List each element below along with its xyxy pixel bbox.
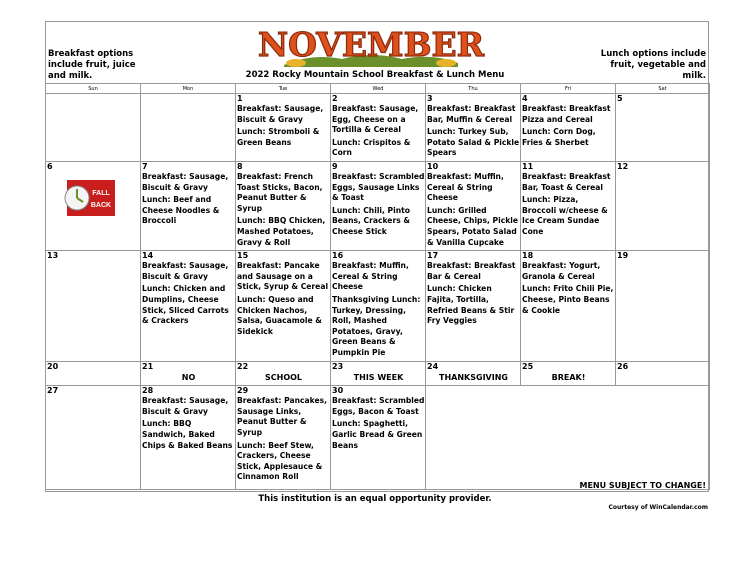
day-cell [141, 161, 236, 250]
day-cell [46, 251, 141, 362]
day-number: 8 [237, 161, 243, 171]
weekday-header-row [46, 84, 710, 94]
day-cell [141, 251, 236, 362]
november-logo [257, 23, 485, 67]
day-number: 26 [617, 362, 629, 372]
day-number: 14 [142, 251, 154, 261]
day-cell [46, 362, 141, 386]
weekday-tue: Tue [236, 84, 331, 94]
day-number: 16 [332, 251, 344, 261]
day-number: 6 [47, 161, 53, 171]
day-cell [426, 94, 521, 162]
day-cell [616, 362, 710, 386]
day-cell [426, 362, 521, 386]
day-cell [331, 386, 426, 490]
lunch-entry: Lunch: Grilled Cheese, Chips, Pickle Spears, Potato Salad & Vanilla Cupcake [427, 205, 519, 247]
day-number: 15 [237, 251, 249, 261]
day-cell [616, 161, 710, 250]
day-cell [331, 94, 426, 162]
lunch-entry: Lunch: Beef and Cheese Noodles & Broccoli [142, 195, 220, 226]
day-number: 11 [522, 161, 534, 171]
day-number: 21 [142, 362, 154, 372]
breakfast-entry: Breakfast: Sausage, Biscuit & Gravy [142, 396, 229, 416]
day-number: 17 [427, 251, 439, 261]
day-number: 5 [617, 94, 623, 103]
day-number: 3 [427, 94, 433, 103]
day-number: 23 [332, 362, 344, 372]
breakfast-entry: Breakfast: Pancake and Sausage on a Stick, Syrup & Cereal [237, 261, 329, 292]
breakfast-entry: Breakfast: Muffin, Cereal & String Cheese [332, 261, 409, 292]
breakfast-entry: Breakfast: Yogurt, Granola & Cereal [522, 261, 601, 281]
day-number: 10 [427, 161, 439, 171]
weekday-thu: Thu [426, 84, 521, 94]
day-number: 22 [237, 362, 249, 372]
day-number: 28 [142, 386, 154, 396]
break-note: NO [181, 373, 196, 383]
day-number: 19 [617, 251, 629, 261]
equal-opportunity-note: This institution is an equal opportunity provider. [258, 494, 492, 504]
day-cell [426, 161, 521, 250]
day-cell [141, 386, 236, 490]
breakfast-entry: Breakfast: Sausage, Biscuit & Gravy [237, 104, 324, 124]
breakfast-entry: Breakfast: French Toast Sticks, Bacon, Peanut Butter & Syrup [237, 171, 323, 213]
week-row [46, 362, 710, 386]
day-cell [521, 251, 616, 362]
day-cell [236, 362, 331, 386]
day-cell [46, 161, 141, 250]
day-cell [236, 161, 331, 250]
break-note: THIS WEEK [353, 373, 404, 383]
lunch-entry: Lunch: Pizza, Broccoli w/cheese & Ice Cream Sundae Cone [522, 195, 608, 236]
day-cell [236, 386, 331, 490]
day-cell [331, 251, 426, 362]
lunch-entry: Lunch: Chicken Fajita, Tortilla, Refried Beans & Stir Fry Veggies [427, 284, 515, 326]
weekday-sat: Sat [616, 84, 710, 94]
blank-cell-span [426, 386, 710, 490]
breakfast-entry: Breakfast: Breakfast Pizza and Cereal [522, 104, 611, 124]
lunch-options-note: Lunch options include fruit, vegetable and milk. [600, 49, 706, 81]
courtesy-credit: Courtesy of WinCalendar.com [608, 504, 708, 511]
week-row [46, 251, 710, 362]
day-number: 1 [237, 94, 243, 103]
breakfast-entry: Breakfast: Sausage, Biscuit & Gravy [142, 171, 229, 192]
break-note: BREAK! [551, 373, 586, 383]
weekday-fri: Fri [521, 84, 616, 94]
lunch-entry: Lunch: Turkey Sub, Potato Salad & Pickle Spears [427, 127, 520, 158]
lunch-entry: Lunch: Corn Dog, Fries & Sherbet [522, 127, 596, 147]
day-cell [236, 94, 331, 162]
breakfast-entry: Breakfast: Pancakes, Sausage Links, Peanut Butter & Syrup [237, 396, 328, 437]
day-number: 24 [427, 362, 439, 372]
breakfast-entry: Breakfast: Breakfast Bar, Toast & Cereal [522, 171, 611, 192]
day-cell [616, 251, 710, 362]
lunch-entry: Lunch: BBQ Chicken, Mashed Potatoes, Gravy & Roll [237, 216, 326, 247]
weekday-mon: Mon [141, 84, 236, 94]
breakfast-entry: Breakfast: Breakfast Bar & Cereal [427, 261, 516, 281]
breakfast-entry: Breakfast: Sausage, Egg, Cheese on a Tortilla & Cereal [332, 104, 419, 135]
day-number: 12 [617, 161, 629, 171]
day-number: 7 [142, 161, 148, 171]
page-subtitle: 2022 Rocky Mountain School Breakfast & Lunch Menu [245, 70, 505, 80]
break-note: THANKSGIVING [439, 373, 508, 383]
fall-back-word-2: BACK [90, 201, 112, 209]
day-cell [521, 362, 616, 386]
day-number: 29 [237, 386, 249, 396]
day-cell [331, 362, 426, 386]
fall-back-word-1: FALL [92, 189, 110, 197]
menu-change-note: MENU SUBJECT TO CHANGE! [579, 481, 706, 490]
lunch-entry: Lunch: Chicken and Dumplins, Cheese Stick, Sliced Carrots & Crackers [142, 284, 229, 326]
day-number: 13 [47, 251, 59, 261]
day-number: 4 [522, 94, 528, 103]
lunch-entry: Lunch: Frito Chili Pie, Cheese, Pinto Beans & Cookie [522, 284, 614, 315]
lunch-entry: Lunch: BBQ Sandwich, Baked Chips & Baked Beans [142, 419, 233, 450]
day-number: 18 [522, 251, 534, 261]
breakfast-entry: Breakfast: Breakfast Bar, Muffin & Cereal [427, 104, 516, 124]
weekday-wed: Wed [331, 84, 426, 94]
day-number: 30 [332, 386, 344, 396]
day-cell [46, 386, 141, 490]
break-note: SCHOOL [264, 373, 303, 383]
menu-calendar [45, 83, 710, 490]
day-cell [521, 161, 616, 250]
breakfast-entry: Breakfast: Muffin, Cereal & String Cheese [427, 171, 504, 203]
day-cell [331, 161, 426, 250]
weekday-sun: Sun [46, 84, 141, 94]
day-number: 2 [332, 94, 338, 103]
day-cell [141, 362, 236, 386]
day-number: 9 [332, 161, 338, 171]
lunch-entry: Lunch: Queso and Chicken Nachos, Salsa, Guacamole & Sidekick [237, 294, 322, 336]
week-row [46, 386, 710, 490]
lunch-entry: Lunch: Chili, Pinto Beans, Crackers & Cheese Stick [332, 205, 410, 236]
week-row [46, 161, 710, 250]
lunch-entry: Thanksgiving Lunch: Turkey, Dressing, Roll, Mashed Potatoes, Gravy, Green Beans & Pumpkin Pie [332, 294, 421, 357]
day-number: 25 [522, 362, 534, 372]
day-number: 27 [47, 386, 59, 396]
breakfast-entry: Breakfast: Scrambled Eggs, Sausage Links & Toast [332, 171, 425, 203]
day-cell [521, 94, 616, 162]
logo-text: NOVEMBER [257, 25, 485, 64]
week-row [46, 94, 710, 162]
breakfast-entry: Breakfast: Sausage, Biscuit & Gravy [142, 261, 229, 281]
breakfast-entry: Breakfast: Scrambled Eggs, Bacon & Toast [332, 396, 425, 416]
day-cell [236, 251, 331, 362]
day-cell [46, 94, 141, 162]
fall-back-clock-image [67, 180, 115, 216]
day-cell [616, 94, 710, 162]
lunch-entry: Lunch: Beef Stew, Crackers, Cheese Stick, Applesauce & Cinnamon Roll [237, 440, 323, 482]
lunch-entry: Lunch: Crispitos & Corn [332, 137, 411, 158]
lunch-entry: Lunch: Stromboli & Green Beans [237, 127, 320, 147]
day-number: 20 [47, 362, 59, 372]
breakfast-options-note: Breakfast options include fruit, juice and milk. [48, 49, 136, 81]
day-cell [426, 251, 521, 362]
lunch-entry: Lunch: Spaghetti, Garlic Bread & Green Beans [332, 419, 423, 450]
day-cell [141, 94, 236, 162]
